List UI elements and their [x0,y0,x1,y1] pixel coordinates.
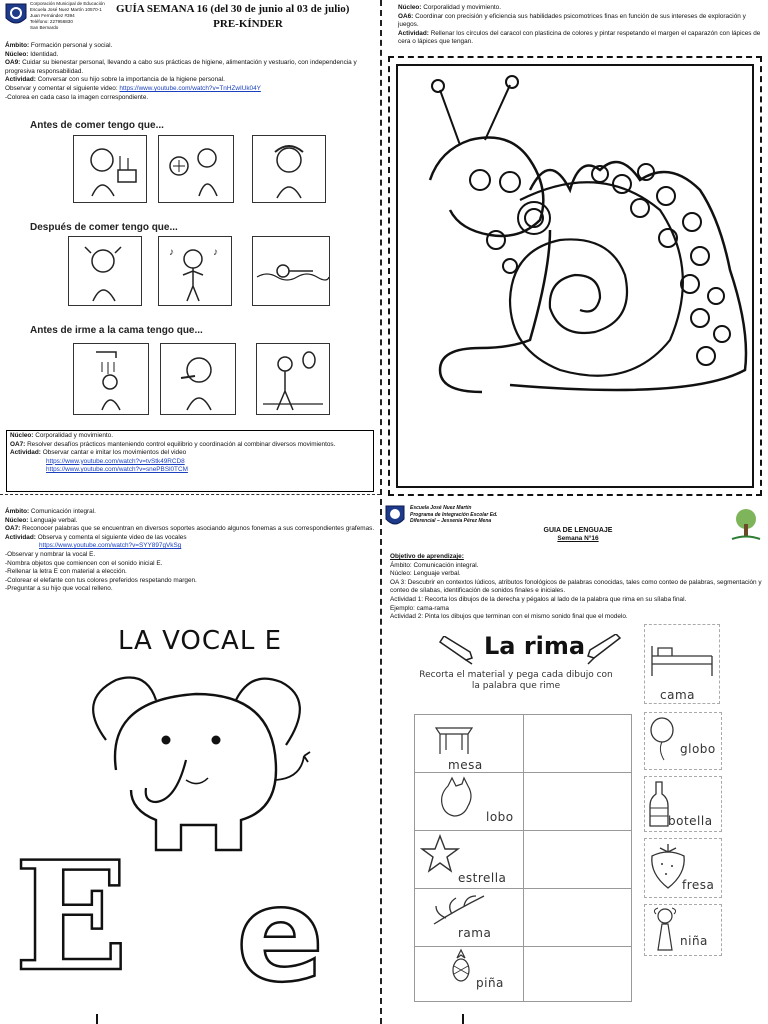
branch-picture [432,892,486,926]
cutout-word-botella: botella [668,814,713,828]
section2-text: Núcleo: Corporalidad y movimiento. OA7: Resolver desafíos prácticos manteniendo control equilibrio y coordinación al combinar diversos movimientos. Actividad: Observar cantar e imitar los movimientos del video https://www.youtube.com/watch?v=tvStk49RCD8 https://www.youtube.com/watch?v=snePBSl0TCM [10,432,336,474]
rima-word-estrella: estrella [458,871,507,885]
swim-picture [252,236,330,306]
play-ball-picture [158,135,234,203]
brush-teeth-picture [68,236,142,306]
school-line: Corporación Municipal de Educación [30,1,105,6]
pie-info: Escuela José Nuez Martín Programa de Integración Escolar Ed. Diferencial – Jessenia Pérez Mena [410,505,498,525]
school-logo [4,2,28,28]
pencil-icon [436,636,476,666]
rima-row-line [414,888,632,889]
bottle-picture [648,780,670,828]
rima-word-mesa: mesa [448,758,483,772]
pie-logo [384,504,406,530]
tree-logo [728,506,764,542]
rima-word-pina: piña [476,976,504,990]
video-link[interactable]: https://www.youtube.com/watch?v=TnHZwIUk04Y [119,84,261,92]
rima-word-rama: rama [458,926,492,940]
cutout-word-cama: cama [660,688,695,702]
cutout-word-globo: globo [680,742,716,756]
section4-text: Núcleo: Corporalidad y movimiento. OA6: Coordinar con precisión y eficiencia sus habilidades psicomotrices finas en función de sus intereses de exploración y juegos. Actividad: Rellenar los círculos del caracol con plasticina de colores y pintar respetando el margen el caparazón con lápices de cera o lápices que tengan. [398,4,761,46]
girl-picture [650,906,680,952]
svg-text:♪: ♪ [213,247,218,258]
toothbrush-picture [160,343,236,415]
rima-row-line [414,946,632,947]
pencil-icon [584,634,624,666]
star-picture [420,834,460,874]
guide-title: GUÍA SEMANA 16 (del 30 de junio al 03 de julio) [116,3,350,15]
guide-lang-title: GUIA DE LENGUAJE [543,527,613,534]
column-divider [380,0,382,1024]
wolf-picture [438,776,482,820]
row-heading: Después de comer tengo que... [30,222,178,233]
svg-text:♪: ♪ [169,247,174,258]
uppercase-e: E [14,829,129,1005]
lowercase-e: e [236,859,325,1011]
section3-text: Ámbito: Comunicación integral. Núcleo: Lenguaje verbal. OA7: Reconocer palabras que se encuentran en diversos soportes asociando algunos fonemas a sus correspondientes grafemas. Actividad: Observa y comenta el siguiente video de las vocales https://www.youtube.com/watch?v=SYY897gVkSg -Observar y nombrar la vocal E. -Nombra objetos que comiencen con el sonido inicial E. -Rellenar la letra E con material a elección. -Colorear el elefante con tus colores preferidos respetando margen. -Preguntar a su hijo que vocal relleno. [5,508,375,593]
brush-hair-picture [252,135,326,203]
video-link[interactable]: https://www.youtube.com/watch?v=snePBSl0TCM [46,466,188,474]
row-heading: Antes de comer tengo que... [30,120,164,131]
bed-picture [650,640,714,680]
guide-week: Semana N°16 [557,535,599,542]
video-link[interactable]: https://www.youtube.com/watch?v=SYY897gVkSg [39,542,182,550]
snail-picture [400,70,750,484]
cutout-word-nina: niña [680,934,708,948]
guide-subtitle: PRE-KÍNDER [213,18,283,30]
video-link[interactable]: https://www.youtube.com/watch?v=tvStk49RCD8 [46,457,185,465]
pineapple-picture [448,948,474,982]
school-line: San Bernardo [30,25,59,30]
left-bottom-line [96,1014,98,1024]
shower-picture [73,343,149,415]
rima-word-lobo: lobo [486,810,514,824]
right-bottom-line [462,1014,464,1024]
rima-row-line [414,830,632,831]
rima-row-line [414,772,632,773]
wash-hands-picture [73,135,147,203]
cutout-word-fresa: fresa [682,878,715,892]
rima-instruction: Recorta el material y pega cada dibujo con la palabra que rime [419,670,613,691]
section5-text: Objetivo de aprendizaje: Ámbito: Comunicación integral. Núcleo: Lenguaje verbal. OA 3: Descubrir en contextos lúdicos, atributos fonológicos de palabras conocidas, tales como conteo de palabras, segmentación y conteo de sílabas, identificación de sonidos finales e iniciales. Actividad 1: Recorta los dibujos de la derecha y pégalos al lado de la palabra que rima en su sílaba final. Ejemplo: cama-rama Actividad 2: Pinta los dibujos que terminan con el mismo sonido final que el modelo. [390,553,762,621]
school-line: Juan Fernández #394 [30,13,75,18]
row-heading: Antes de irme a la cama tengo que... [30,325,203,336]
school-info [30,1,118,31]
school-line: Escuela José Nuez Martín 10570-1 [30,7,102,12]
vocal-title: LA VOCAL E [117,626,283,656]
balloon-picture [648,716,678,762]
table-picture [432,720,476,756]
school-line: Teléfono: 227956830 [30,19,73,24]
section-divider [0,494,380,495]
tennis-picture [256,343,330,415]
rima-title: La rima [484,632,586,660]
section1-text: Ámbito: Formación personal y social. Núcleo: Identidad. OA9: Cuidar su bienestar personal, llevando a cabo sus prácticas de higiene, alimentación y vestuario, con independencia y progresiva responsabilidad. Actividad: Conversar con su hijo sobre la importancia de la higiene personal. Observar y comentar el siguiente video: https://www.youtube.com/watch?v=TnHZwIUk04Y -Colorea en cada caso la imagen correspondiente. [5,42,357,101]
dance-picture [158,236,232,306]
rima-table-divider [523,714,524,1002]
